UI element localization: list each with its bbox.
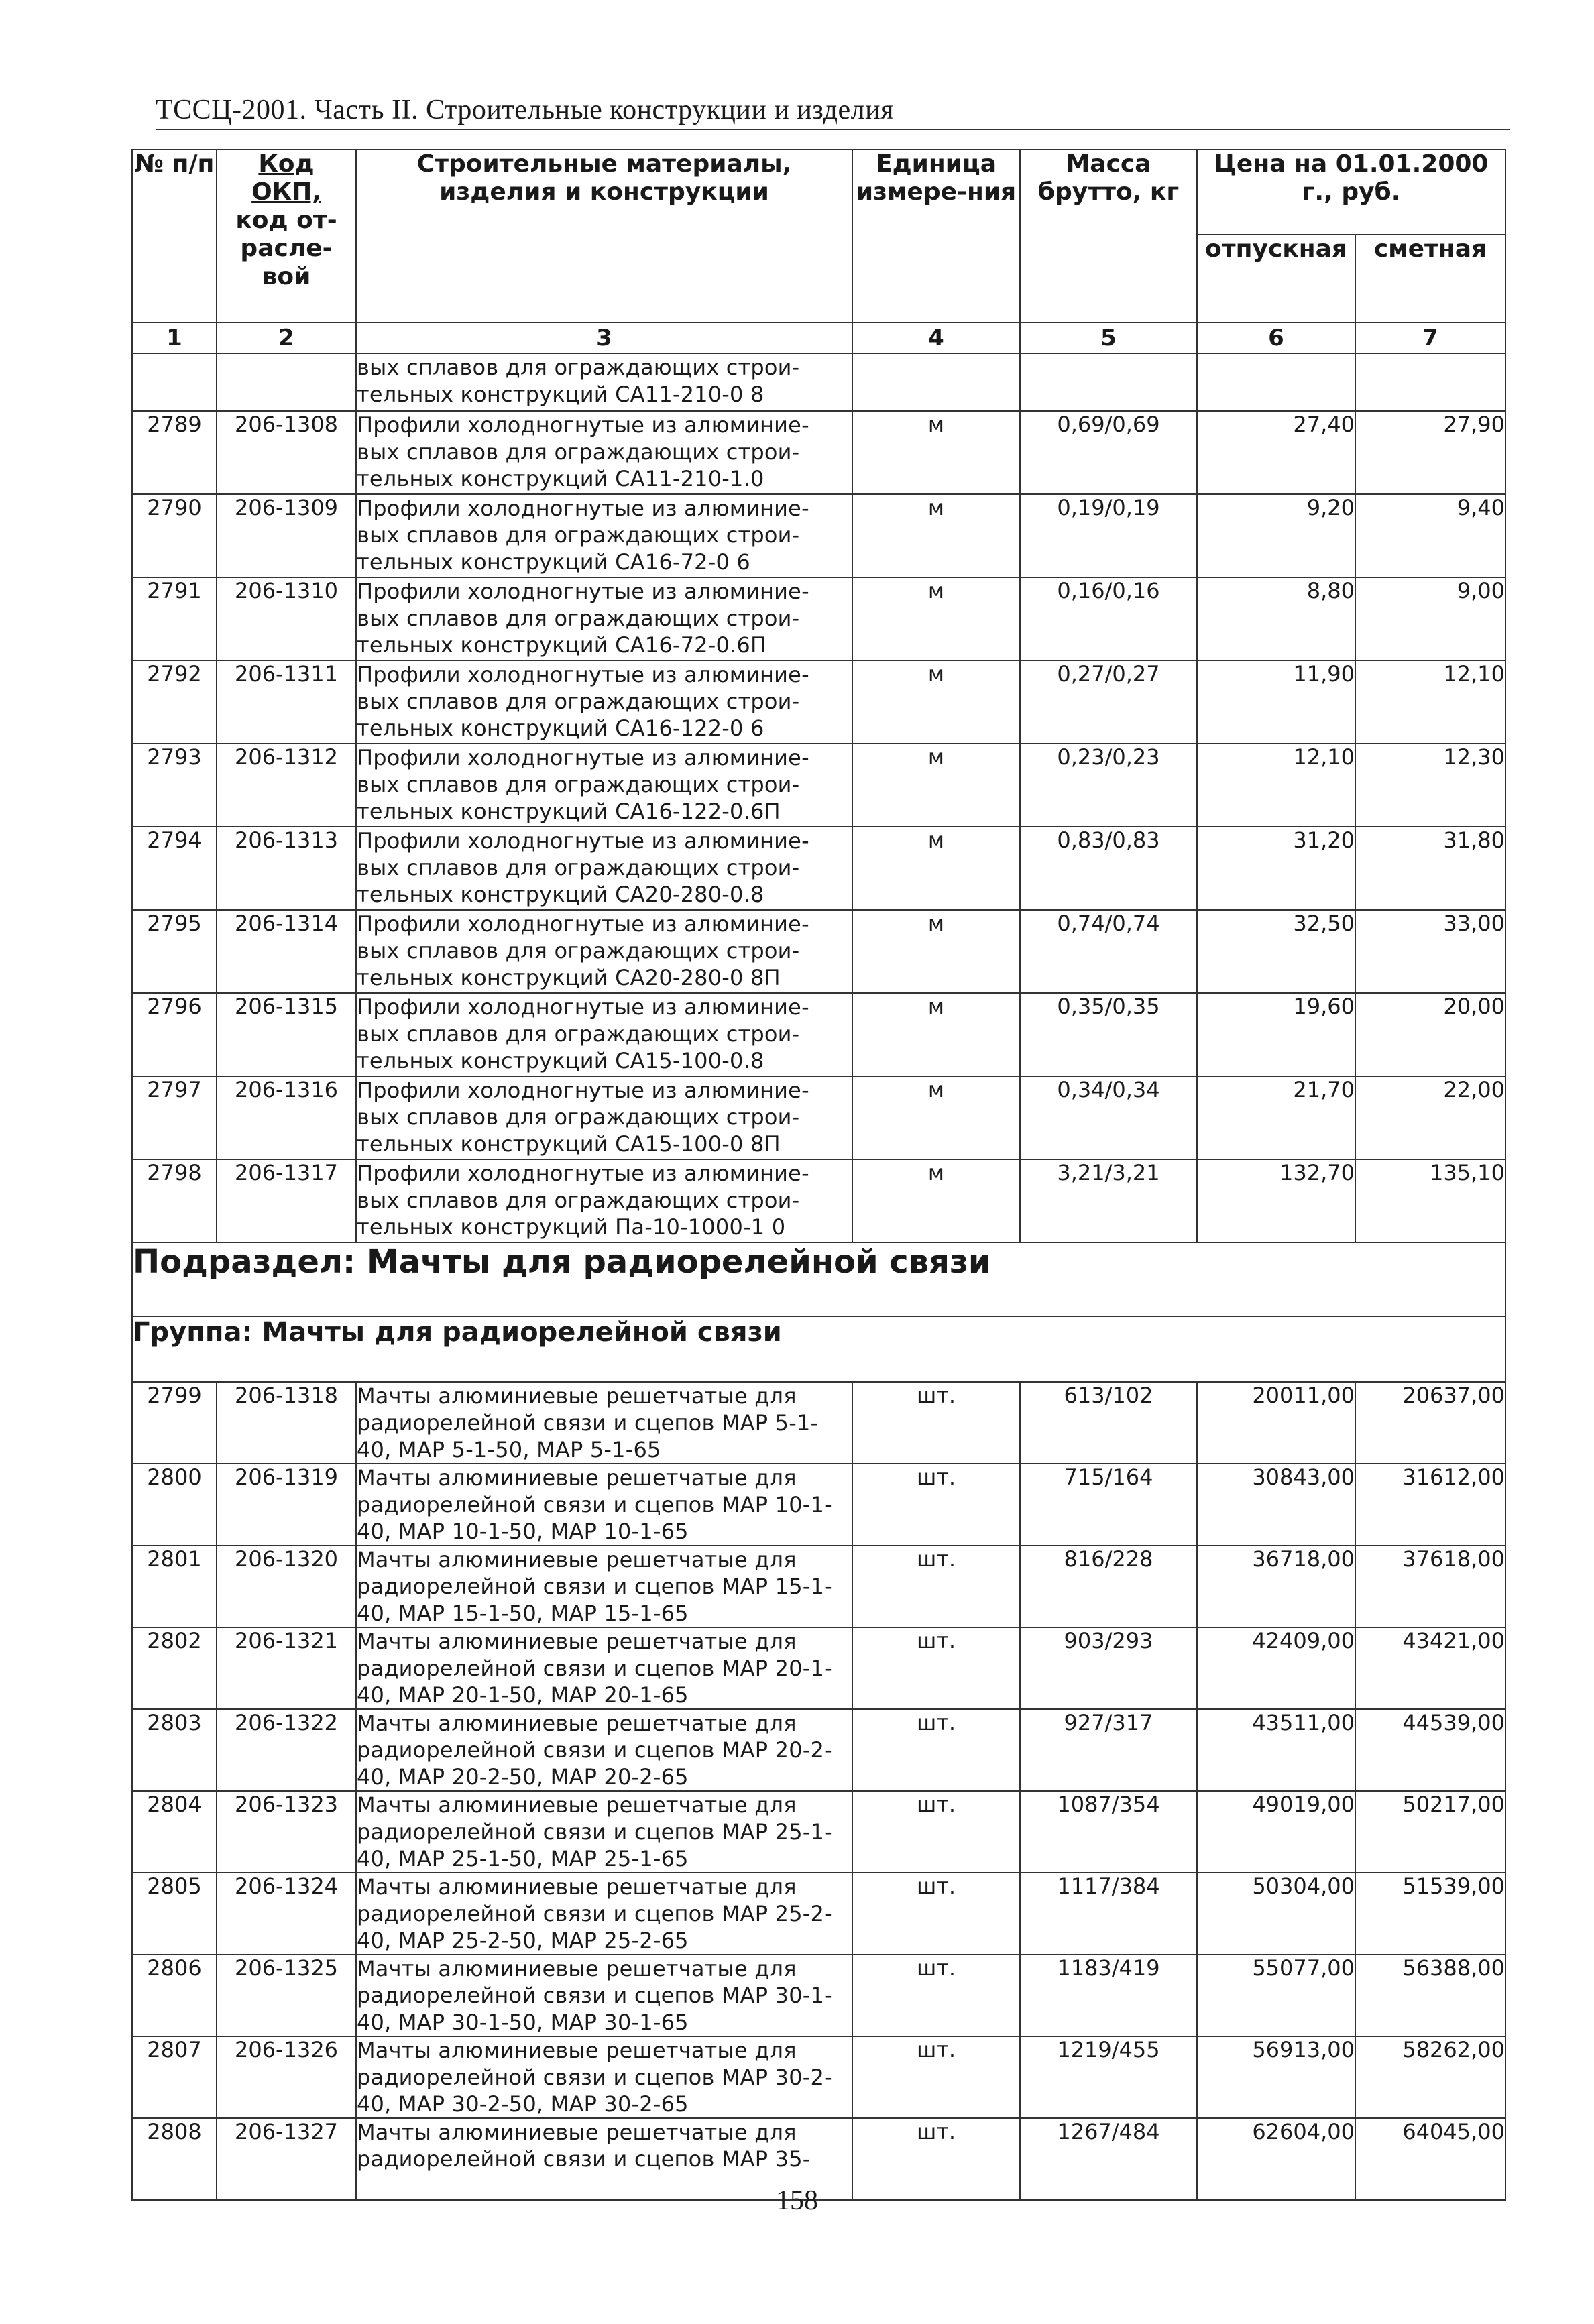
row-number: 2807 (132, 2036, 217, 2118)
row-unit: шт. (852, 2036, 1020, 2118)
row-number: 2797 (132, 1076, 217, 1159)
row-description: Мачты алюминиевые решетчатые для радиорелейной связи и сцепов МАР 25-1-40, МАР 25-1-50, МАР 25-1-65 (356, 1791, 852, 1873)
table-row (132, 993, 1505, 1076)
row-code: 206-1327 (217, 2118, 356, 2200)
row-mass: 1219/455 (1020, 2036, 1197, 2118)
table-row (132, 577, 1505, 660)
row-description: Мачты алюминиевые решетчатые для радиорелейной связи и сцепов МАР 5-1-40, МАР 5-1-50, МАР 5-1-65 (356, 1382, 852, 1464)
table-row (132, 827, 1505, 910)
row-description: Профили холодногнутые из алюминие-вых сплавов для ограждающих строи-тельных конструкций СА15-100-0 8П (356, 1076, 852, 1159)
row-unit: шт. (852, 1955, 1020, 2036)
header-code-line3: код от-расле-вой (235, 207, 337, 290)
colnum-1: 1 (132, 323, 217, 353)
row-mass: 0,83/0,83 (1020, 827, 1197, 910)
row-price-release: 55077,00 (1197, 1955, 1355, 2036)
row-price-release: 36718,00 (1197, 1546, 1355, 1627)
row-description: Мачты алюминиевые решетчатые для радиорелейной связи и сцепов МАР 20-2-40, МАР 20-2-50, МАР 20-2-65 (356, 1709, 852, 1791)
row-price-release: 21,70 (1197, 1076, 1355, 1159)
header-price-estimate: сметная (1355, 235, 1505, 323)
row-code: 206-1316 (217, 1076, 356, 1159)
row-code: 206-1324 (217, 1873, 356, 1955)
row-unit: м (852, 1076, 1020, 1159)
row-mass: 1183/419 (1020, 1955, 1197, 2036)
row-price-release: 49019,00 (1197, 1791, 1355, 1873)
row-description: Мачты алюминиевые решетчатые для радиорелейной связи и сцепов МАР 10-1-40, МАР 10-1-50, МАР 10-1-65 (356, 1464, 852, 1546)
row-unit: шт. (852, 1873, 1020, 1955)
row-mass: 0,34/0,34 (1020, 1076, 1197, 1159)
row-mass: 903/293 (1020, 1627, 1197, 1709)
row-unit: шт. (852, 1464, 1020, 1546)
row-code: 206-1325 (217, 1955, 356, 2036)
row-code: 206-1309 (217, 494, 356, 577)
row-number: 2793 (132, 744, 217, 827)
row-number: 2791 (132, 577, 217, 660)
row-mass: 3,21/3,21 (1020, 1159, 1197, 1242)
row-price-release: 62604,00 (1197, 2118, 1355, 2200)
row-mass: 1267/484 (1020, 2118, 1197, 2200)
row-number: 2790 (132, 494, 217, 577)
cont-mass (1020, 353, 1197, 411)
table-row (132, 910, 1505, 993)
row-unit: шт. (852, 1546, 1020, 1627)
header-row-1 (132, 150, 1505, 235)
row-price-estimate: 43421,00 (1355, 1627, 1505, 1709)
row-unit: м (852, 411, 1020, 494)
table-row (132, 411, 1505, 494)
row-mass: 0,27/0,27 (1020, 660, 1197, 744)
group-row (132, 1316, 1505, 1382)
row-unit: м (852, 993, 1020, 1076)
row-unit: шт. (852, 1627, 1020, 1709)
row-price-estimate: 12,10 (1355, 660, 1505, 744)
row-unit: м (852, 577, 1020, 660)
table-row (132, 1709, 1505, 1791)
row-number: 2805 (132, 1873, 217, 1955)
row-unit: м (852, 660, 1020, 744)
row-mass: 0,23/0,23 (1020, 744, 1197, 827)
colnum-6: 6 (1197, 323, 1355, 353)
row-code: 206-1326 (217, 2036, 356, 2118)
table-row (132, 494, 1505, 577)
row-price-estimate: 12,30 (1355, 744, 1505, 827)
cont-code (217, 353, 356, 411)
row-number: 2801 (132, 1546, 217, 1627)
colnum-2: 2 (217, 323, 356, 353)
row-price-release: 12,10 (1197, 744, 1355, 827)
row-description: Профили холодногнутые из алюминие-вых сплавов для ограждающих строи-тельных конструкций СА16-122-0.6П (356, 744, 852, 827)
cont-p2 (1355, 353, 1505, 411)
row-price-release: 132,70 (1197, 1159, 1355, 1242)
row-price-estimate: 64045,00 (1355, 2118, 1505, 2200)
row-number: 2808 (132, 2118, 217, 2200)
row-price-estimate: 27,90 (1355, 411, 1505, 494)
row-price-release: 27,40 (1197, 411, 1355, 494)
row-mass: 0,35/0,35 (1020, 993, 1197, 1076)
row-price-release: 56913,00 (1197, 2036, 1355, 2118)
row-price-estimate: 9,40 (1355, 494, 1505, 577)
row-mass: 816/228 (1020, 1546, 1197, 1627)
row-price-estimate: 31,80 (1355, 827, 1505, 910)
row-mass: 1087/354 (1020, 1791, 1197, 1873)
header-no: № п/п (132, 150, 217, 323)
row-code: 206-1313 (217, 827, 356, 910)
row-price-estimate: 44539,00 (1355, 1709, 1505, 1791)
row-code: 206-1319 (217, 1464, 356, 1546)
row-price-estimate: 9,00 (1355, 577, 1505, 660)
row-mass: 715/164 (1020, 1464, 1197, 1546)
row-description: Мачты алюминиевые решетчатые для радиорелейной связи и сцепов МАР 30-1-40, МАР 30-1-50, МАР 30-1-65 (356, 1955, 852, 2036)
row-unit: м (852, 494, 1020, 577)
row-number: 2806 (132, 1955, 217, 2036)
row-number: 2796 (132, 993, 217, 1076)
row-unit: шт. (852, 2118, 1020, 2200)
row-description: Профили холодногнутые из алюминие-вых сплавов для ограждающих строи-тельных конструкций СА16-122-0 6 (356, 660, 852, 744)
colnum-4: 4 (852, 323, 1020, 353)
row-mass: 0,69/0,69 (1020, 411, 1197, 494)
row-code: 206-1310 (217, 577, 356, 660)
table-row (132, 660, 1505, 744)
colnum-5: 5 (1020, 323, 1197, 353)
row-code: 206-1322 (217, 1709, 356, 1791)
row-price-estimate: 31612,00 (1355, 1464, 1505, 1546)
row-price-estimate: 22,00 (1355, 1076, 1505, 1159)
row-price-release: 42409,00 (1197, 1627, 1355, 1709)
row-unit: м (852, 1159, 1020, 1242)
row-price-release: 32,50 (1197, 910, 1355, 993)
cont-p1 (1197, 353, 1355, 411)
row-description: Мачты алюминиевые решетчатые для радиорелейной связи и сцепов МАР 15-1-40, МАР 15-1-50, МАР 15-1-65 (356, 1546, 852, 1627)
row-code: 206-1317 (217, 1159, 356, 1242)
row-number: 2804 (132, 1791, 217, 1873)
row-description: Профили холодногнутые из алюминие-вых сплавов для ограждающих строи-тельных конструкций СА11-210-1.0 (356, 411, 852, 494)
row-price-release: 31,20 (1197, 827, 1355, 910)
row-number: 2802 (132, 1627, 217, 1709)
header-mass: Масса брутто, кг (1020, 150, 1197, 323)
header-desc: Строительные материалы, изделия и конструкции (356, 150, 852, 323)
row-price-release: 43511,00 (1197, 1709, 1355, 1791)
row-description: Мачты алюминиевые решетчатые для радиорелейной связи и сцепов МАР 35- (356, 2118, 852, 2200)
row-description: Профили холодногнутые из алюминие-вых сплавов для ограждающих строи-тельных конструкций СА15-100-0.8 (356, 993, 852, 1076)
row-description: Профили холодногнутые из алюминие-вых сплавов для ограждающих строи-тельных конструкций СА16-72-0.6П (356, 577, 852, 660)
row-price-release: 11,90 (1197, 660, 1355, 744)
page-number: 158 (776, 2185, 818, 2216)
row-code: 206-1312 (217, 744, 356, 827)
row-mass: 0,16/0,16 (1020, 577, 1197, 660)
row-price-estimate: 50217,00 (1355, 1791, 1505, 1873)
table-row (132, 744, 1505, 827)
header-price-release: отпускная (1197, 235, 1355, 323)
row-price-estimate: 20637,00 (1355, 1382, 1505, 1464)
row-unit: м (852, 744, 1020, 827)
row-price-release: 8,80 (1197, 577, 1355, 660)
header-price: Цена на 01.01.2000 г., руб. (1197, 150, 1505, 235)
row-code: 206-1321 (217, 1627, 356, 1709)
row-unit: м (852, 827, 1020, 910)
price-table (131, 149, 1506, 2201)
row-price-estimate: 58262,00 (1355, 2036, 1505, 2118)
table-row (132, 1955, 1505, 2036)
subsection-row (132, 1242, 1505, 1316)
row-unit: шт. (852, 1709, 1020, 1791)
row-number: 2794 (132, 827, 217, 910)
table-row (132, 1546, 1505, 1627)
row-code: 206-1323 (217, 1791, 356, 1873)
subsection-title: Подраздел: Мачты для радиорелейной связи (132, 1242, 1505, 1316)
table-row (132, 1791, 1505, 1873)
row-mass: 613/102 (1020, 1382, 1197, 1464)
row-description: Мачты алюминиевые решетчатые для радиорелейной связи и сцепов МАР 25-2-40, МАР 25-2-50, МАР 25-2-65 (356, 1873, 852, 1955)
header-code-line2: ОКП, (251, 178, 321, 206)
column-number-row (132, 323, 1505, 353)
header-code (217, 150, 356, 323)
row-mass: 0,74/0,74 (1020, 910, 1197, 993)
row-number: 2803 (132, 1709, 217, 1791)
header-code-line1: Код (258, 150, 315, 178)
row-price-estimate: 33,00 (1355, 910, 1505, 993)
table-row (132, 1076, 1505, 1159)
row-description: Профили холодногнутые из алюминие-вых сплавов для ограждающих строи-тельных конструкций Па-10-1000-1 0 (356, 1159, 852, 1242)
row-code: 206-1315 (217, 993, 356, 1076)
group-title: Группа: Мачты для радиорелейной связи (132, 1316, 1505, 1382)
table-row (132, 1873, 1505, 1955)
row-code: 206-1320 (217, 1546, 356, 1627)
row-unit: м (852, 910, 1020, 993)
table-row (132, 1464, 1505, 1546)
table-row (132, 1159, 1505, 1242)
table-row (132, 1627, 1505, 1709)
cont-desc: вых сплавов для ограждающих строи-тельных конструкций СА11-210-0 8 (356, 353, 852, 411)
row-number: 2792 (132, 660, 217, 744)
row-price-release: 9,20 (1197, 494, 1355, 577)
row-mass: 1117/384 (1020, 1873, 1197, 1955)
row-unit: шт. (852, 1791, 1020, 1873)
row-unit: шт. (852, 1382, 1020, 1464)
row-mass: 0,19/0,19 (1020, 494, 1197, 577)
row-price-release: 50304,00 (1197, 1873, 1355, 1955)
row-number: 2795 (132, 910, 217, 993)
row-price-estimate: 20,00 (1355, 993, 1505, 1076)
row-price-estimate: 37618,00 (1355, 1546, 1505, 1627)
row-description: Профили холодногнутые из алюминие-вых сплавов для ограждающих строи-тельных конструкций СА20-280-0.8 (356, 827, 852, 910)
cont-unit (852, 353, 1020, 411)
page-header: ТССЦ-2001. Часть II. Строительные конструкции и изделия (156, 94, 1510, 130)
row-price-estimate: 135,10 (1355, 1159, 1505, 1242)
colnum-7: 7 (1355, 323, 1505, 353)
row-price-estimate: 51539,00 (1355, 1873, 1505, 1955)
continuation-row (132, 353, 1505, 411)
row-mass: 927/317 (1020, 1709, 1197, 1791)
row-price-release: 30843,00 (1197, 1464, 1355, 1546)
header-unit: Единица измере-ния (852, 150, 1020, 323)
row-code: 206-1318 (217, 1382, 356, 1464)
table-row (132, 1382, 1505, 1464)
row-description: Профили холодногнутые из алюминие-вых сплавов для ограждающих строи-тельных конструкций СА20-280-0 8П (356, 910, 852, 993)
row-number: 2798 (132, 1159, 217, 1242)
row-price-release: 20011,00 (1197, 1382, 1355, 1464)
colnum-3: 3 (356, 323, 852, 353)
row-description: Мачты алюминиевые решетчатые для радиорелейной связи и сцепов МАР 30-2-40, МАР 30-2-50, МАР 30-2-65 (356, 2036, 852, 2118)
row-number: 2789 (132, 411, 217, 494)
row-description: Профили холодногнутые из алюминие-вых сплавов для ограждающих строи-тельных конструкций СА16-72-0 6 (356, 494, 852, 577)
row-code: 206-1308 (217, 411, 356, 494)
row-description: Мачты алюминиевые решетчатые для радиорелейной связи и сцепов МАР 20-1-40, МАР 20-1-50, МАР 20-1-65 (356, 1627, 852, 1709)
table-row (132, 2036, 1505, 2118)
row-code: 206-1311 (217, 660, 356, 744)
row-code: 206-1314 (217, 910, 356, 993)
row-number: 2799 (132, 1382, 217, 1464)
row-price-release: 19,60 (1197, 993, 1355, 1076)
row-number: 2800 (132, 1464, 217, 1546)
row-price-estimate: 56388,00 (1355, 1955, 1505, 2036)
cont-n (132, 353, 217, 411)
